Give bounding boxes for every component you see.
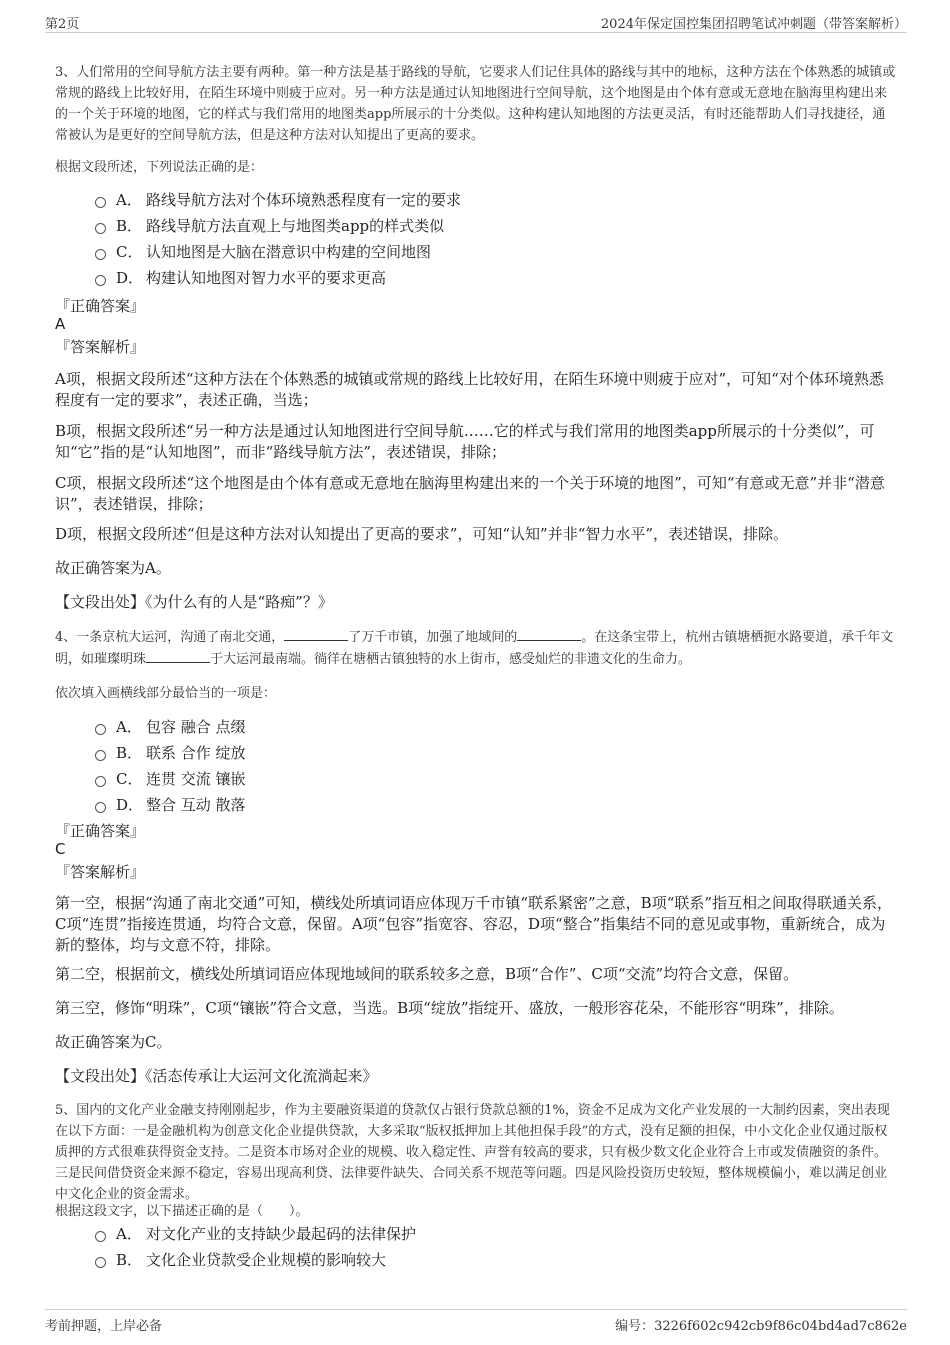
radio-icon[interactable]	[95, 750, 106, 761]
radio-icon[interactable]	[95, 776, 106, 787]
question-4-part-3: 。在这条宝带上，杭州古镇塘栖扼水路要道，承千年文明，如璀璨明珠	[55, 630, 894, 667]
blank-1	[284, 626, 348, 641]
question-5-text: 5、国内的文化产业金融支持刚刚起步，作为主要融资渠道的贷款仅占银行贷款总额的1%，资金不足成为文化产业发展的一大制约因素，突出表现在以下方面：一是金融机构为创意文化企业提供贷款，大多采取“版权抵押加上其他担保手段”的方式，没有足额的担保，中小文化企业仅通过版权质押的方式很难获得资金支持。二是资本市场对企业的规模、收入稳定性、声誉有较高的要求，只有极少数文化企业符合上市或发债融资的条件。三是民间借贷资金来源不稳定，容易出现高利贷、法律要件缺失、合同关系不规范等问题。四是风险投资历史较短，整体规模偏小，难以满足创业中文化企业的资金需求。	[55, 1103, 890, 1202]
source: 【文段出处】《活态传承让大运河文化流淌起来》	[55, 1067, 378, 1085]
option-text: 联系 合作 绽放	[146, 743, 246, 762]
question-4-prompt: 依次填入画横线部分最恰当的一项是：	[55, 686, 277, 701]
answer-label: 『正确答案』	[55, 297, 146, 315]
blank-2	[517, 626, 581, 641]
explanation-d: D项，根据文段所述“但是这种方法对认知提出了更高的要求”，可知“认知”并非“智力水平”，表述错误，排除。	[55, 525, 789, 543]
option-c[interactable]	[95, 765, 795, 791]
option-d[interactable]	[95, 264, 795, 290]
analysis-label: 『答案解析』	[55, 338, 146, 356]
radio-icon[interactable]	[95, 223, 106, 234]
question-4-part-2: 了万千市镇，加强了地域间的	[348, 630, 518, 645]
question-4-part-4: 于大运河最南端。徜徉在塘栖古镇独特的水上街市，感受灿烂的非遗文化的生命力。	[210, 652, 692, 667]
option-c[interactable]	[95, 238, 795, 264]
option-letter: D．	[116, 795, 144, 814]
page-number: 第2页	[45, 17, 80, 32]
option-a[interactable]	[95, 186, 795, 212]
option-letter: B．	[116, 216, 143, 235]
conclusion: 故正确答案为A。	[55, 559, 171, 577]
source: 【文段出处】《为什么有的人是“路痴”？》	[55, 593, 333, 611]
option-text: 认知地图是大脑在潜意识中构建的空间地图	[146, 242, 432, 261]
question-4-options	[95, 713, 795, 817]
explanation-blank-1: 第一空，根据“沟通了南北交通”可知，横线处所填词语应体现万千市镇“联系紧密”之意，B项“联系”指互相之间取得联通关系，C项“连贯”指接连贯通，均符合文意，保留。A项“包容”指宽容、容忍，D项“整合”指集结不同的意见或事物，重新统合，成为新的整体，均与文意不符，排除。	[55, 894, 893, 954]
document-id: 编号：3226f602c942cb9f86c04bd4ad7c862e	[615, 1319, 907, 1334]
page-header	[45, 10, 907, 33]
option-b[interactable]	[95, 739, 795, 765]
explanation-b: B项，根据文段所述“另一种方法是通过认知地图进行空间导航……它的样式与我们常用的地图类app所展示的十分类似”，可知“它”指的是“认知地图”，而非“路线导航方法”，表述错误，排除；	[55, 422, 875, 461]
question-4-part-1: 4、一条京杭大运河，沟通了南北交通，	[55, 630, 285, 645]
answer-value: C	[55, 840, 66, 858]
answer-label: 『正确答案』	[55, 822, 146, 840]
option-letter: C．	[116, 242, 143, 261]
answer-value: A	[55, 315, 66, 333]
option-letter: A．	[116, 190, 142, 209]
option-text: 路线导航方法直观上与地图类app的样式类似	[146, 216, 445, 235]
question-3-options	[95, 186, 795, 290]
option-d[interactable]	[95, 791, 795, 817]
blank-3	[146, 648, 210, 663]
option-text: 路线导航方法对个体环境熟悉程度有一定的要求	[146, 190, 462, 209]
explanation-a: A项，根据文段所述“这种方法在个体熟悉的城镇或常规的路线上比较好用，在陌生环境中则疲于应对”，可知“对个体环境熟悉程度有一定的要求”，表述正确，当选；	[55, 370, 884, 409]
option-letter: C．	[116, 769, 143, 788]
footer-slogan: 考前押题，上岸必备	[45, 1319, 163, 1334]
option-text: 连贯 交流 镶嵌	[146, 769, 246, 788]
explanation-blank-2: 第二空，根据前文，横线处所填词语应体现地域间的联系较多之意，B项“合作”、C项“交流”均符合文意，保留。	[55, 965, 799, 983]
page-footer	[45, 1309, 907, 1336]
option-b[interactable]	[95, 1246, 795, 1272]
option-b[interactable]	[95, 212, 795, 238]
option-a[interactable]	[95, 1220, 795, 1246]
option-text: 文化企业贷款受企业规模的影响较大	[146, 1250, 387, 1269]
analysis-label: 『答案解析』	[55, 863, 146, 881]
explanation-c: C项，根据文段所述“这个地图是由个体有意或无意地在脑海里构建出来的一个关于环境的地图”，可知“有意或无意”并非“潜意识”，表述错误，排除；	[55, 474, 885, 513]
option-text: 构建认知地图对智力水平的要求更高	[146, 268, 387, 287]
question-5-options	[95, 1220, 795, 1272]
document-title: 2024年保定国控集团招聘笔试冲刺题（带答案解析）	[600, 17, 907, 32]
conclusion: 故正确答案为C。	[55, 1033, 172, 1051]
option-text: 包容 融合 点缀	[146, 717, 246, 736]
question-3-text: 3、人们常用的空间导航方法主要有两种。第一种方法是基于路线的导航，它要求人们记住具体的路线与其中的地标，这种方法在个体熟悉的城镇或常规的路线上比较好用，在陌生环境中则疲于应对。另一种方法是通过认知地图进行空间导航，这个地图是由个体有意或无意地在脑海里构建出来的一个关于环境的地图，它的样式与我们常用的地图类app所展示的十分类似。这种构建认知地图的方法更灵活，有时还能帮助人们寻找捷径，通常被认为是更好的空间导航方法，但是这种方法对认知提出了更高的要求。	[55, 65, 896, 143]
radio-icon[interactable]	[95, 724, 106, 735]
radio-icon[interactable]	[95, 197, 106, 208]
option-a[interactable]	[95, 713, 795, 739]
radio-icon[interactable]	[95, 275, 106, 286]
explanation-blank-3: 第三空，修饰“明珠”，C项“镶嵌”符合文意，当选。B项“绽放”指绽开、盛放，一般形容花朵，不能形容“明珠”，排除。	[55, 999, 844, 1017]
option-letter: B．	[116, 1250, 143, 1269]
question-5-prompt: 根据这段文字，以下描述正确的是（ ）。	[55, 1204, 309, 1219]
option-letter: B．	[116, 743, 143, 762]
question-3-prompt: 根据文段所述，下列说法正确的是：	[55, 160, 264, 175]
option-letter: A．	[116, 1224, 142, 1243]
radio-icon[interactable]	[95, 1257, 106, 1268]
option-text: 整合 互动 散落	[146, 795, 246, 814]
radio-icon[interactable]	[95, 802, 106, 813]
question-4-text	[55, 626, 897, 670]
option-letter: D．	[116, 268, 144, 287]
option-letter: A．	[116, 717, 142, 736]
option-text: 对文化产业的支持缺少最起码的法律保护	[146, 1224, 417, 1243]
radio-icon[interactable]	[95, 249, 106, 260]
radio-icon[interactable]	[95, 1231, 106, 1242]
